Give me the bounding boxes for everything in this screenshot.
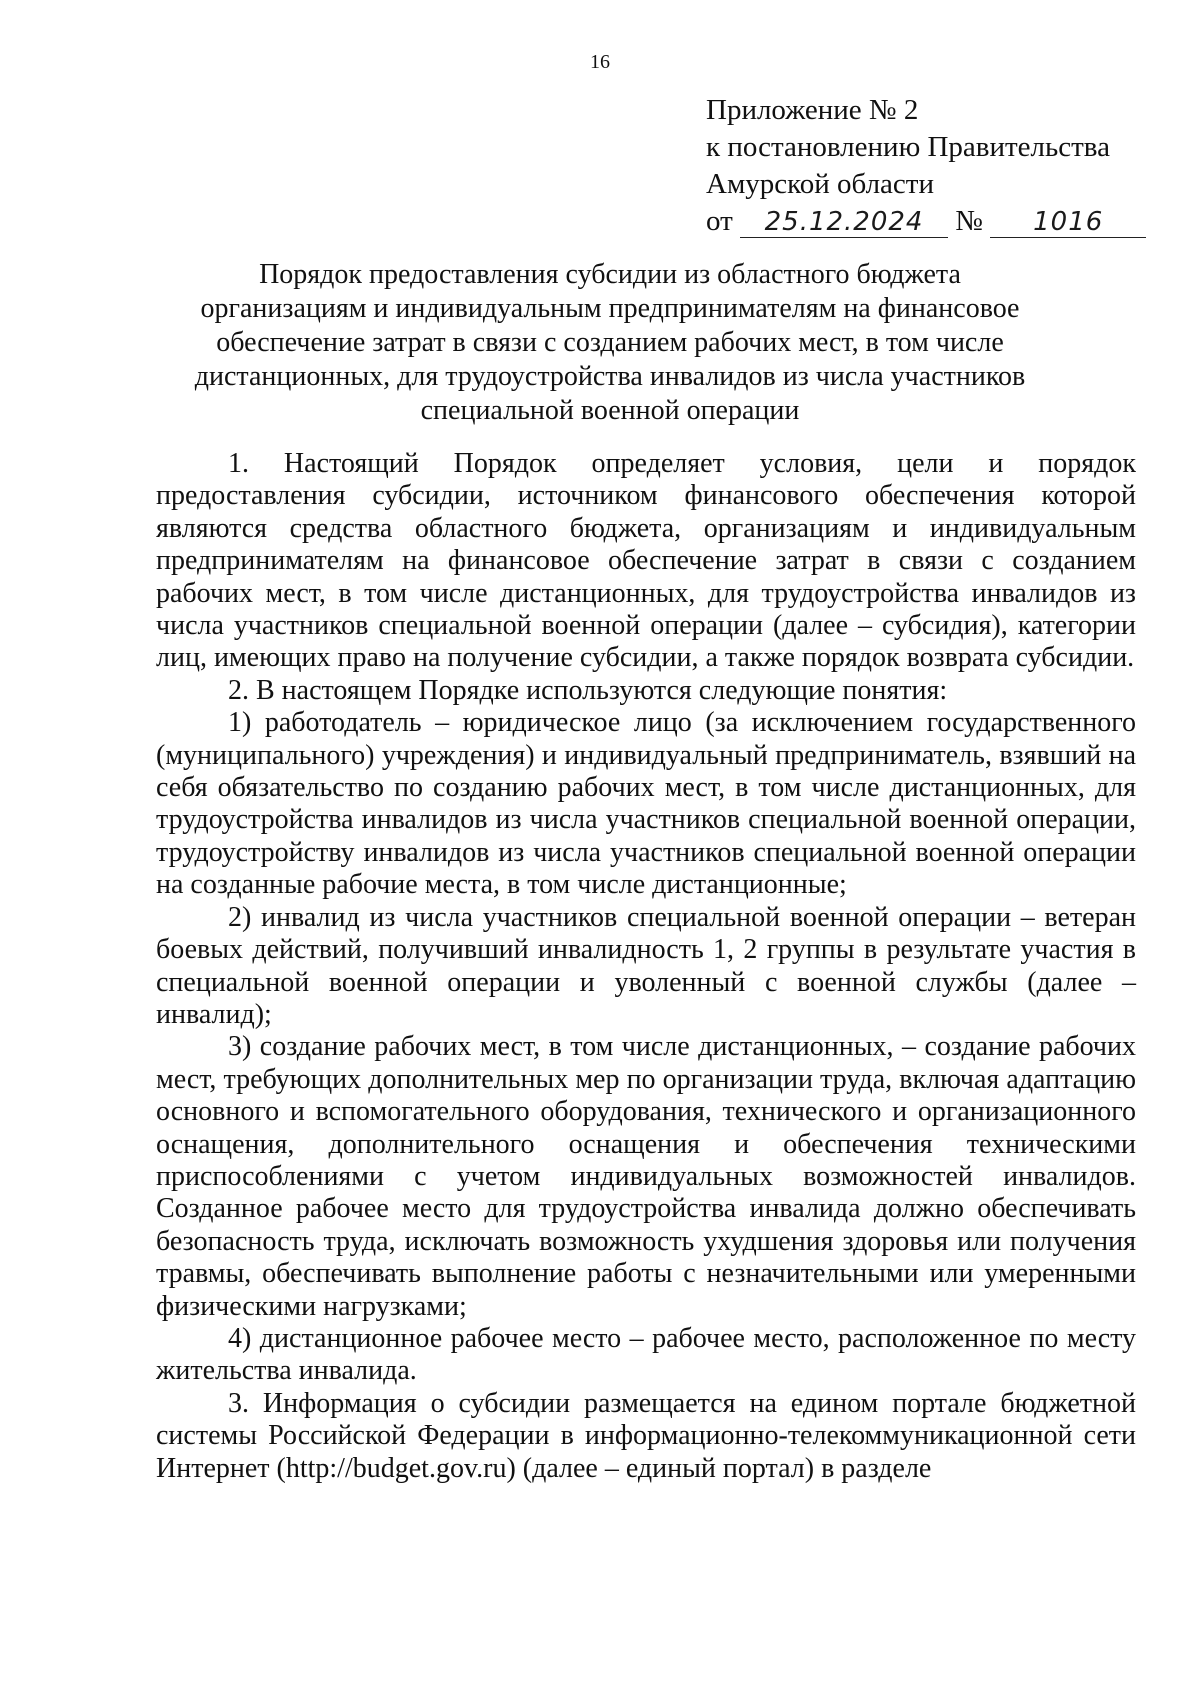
date-prefix: от xyxy=(706,205,733,237)
handwritten-date: 25.12.2024 xyxy=(740,207,948,238)
appendix-header xyxy=(706,92,1146,240)
paragraph-2-item-2: 2) инвалид из числа участников специальной военной операции – ветеран боевых действий, получивший инвалидность 1, 2 группы в результате участия в специальной военной операции и уволенный с военной службы (далее – инвалид); xyxy=(156,901,1136,1030)
title-line: обеспечение затрат в связи с созданием рабочих мест, в том числе xyxy=(216,327,1004,358)
title-line: специальной военной операции xyxy=(420,395,800,426)
document-title xyxy=(180,258,1040,428)
title-line: Порядок предоставления субсидии из областного бюджета xyxy=(259,259,961,290)
paragraph-2-item-1: 1) работодатель – юридическое лицо (за исключением государственного (муниципального) учреждения) и индивидуальный предприниматель, взявший на себя обязательство по созданию рабочих мест, в том числе дистанционных, для трудоустройства инвалидов из числа участников специальной военной операции, трудоустройству инвалидов из числа участников специальной военной операции на созданные рабочие места, в том числе дистанционные; xyxy=(156,707,1136,901)
paragraph-2-item-4: 4) дистанционное рабочее место – рабочее место, расположенное по месту жительства инвалида. xyxy=(156,1322,1136,1387)
paragraph-2-item-3: 3) создание рабочих мест, в том числе дистанционных, – создание рабочих мест, требующих дополнительных мер по организации труда, включая адаптацию основного и вспомогательного оборудования, технического и организационного оснащения, дополнительного оснащения и обеспечения техническими приспособлениями с учетом индивидуальных возможностей инвалидов. Созданное рабочее место для трудоустройства инвалида должно обеспечивать безопасность труда, исключать возможность ухудшения здоровья или получения травмы, обеспечивать выполнение работы с незначительными или умеренными физическими нагрузками; xyxy=(156,1031,1136,1322)
appendix-region: Амурской области xyxy=(706,168,934,200)
paragraph-2: 2. В настоящем Порядке используются следующие понятия: xyxy=(228,674,948,706)
appendix-title: Приложение № 2 xyxy=(706,94,919,126)
paragraph-1: 1. Настоящий Порядок определяет условия, цели и порядок предоставления субсидии, источником финансового обеспечения которой являются средства областного бюджета, организациям и индивидуальным предпринимателям на финансовое обеспечение затрат в связи с созданием рабочих мест, в том числе дистанционных, для трудоустройства инвалидов из числа участников специальной военной операции (далее – субсидия), категории лиц, имеющих право на получение субсидии, а также порядок возврата субсидии. xyxy=(156,448,1136,674)
page-number: 16 xyxy=(590,51,610,73)
document-body xyxy=(156,448,1136,1485)
handwritten-number: 1016 xyxy=(990,207,1146,238)
number-sign: № xyxy=(955,205,983,237)
appendix-reference: к постановлению Правительства xyxy=(706,131,1110,163)
paragraph-3: 3. Информация о субсидии размещается на едином портале бюджетной системы Российской Федерации в информационно-телекоммуникационной сети Интернет (http://budget.gov.ru) (далее – единый портал) в разделе xyxy=(156,1387,1136,1484)
title-line: дистанционных, для трудоустройства инвалидов из числа участников xyxy=(194,361,1026,392)
appendix-date-line xyxy=(706,203,1146,240)
title-line: организациям и индивидуальным предпринимателям на финансовое xyxy=(200,293,1020,324)
